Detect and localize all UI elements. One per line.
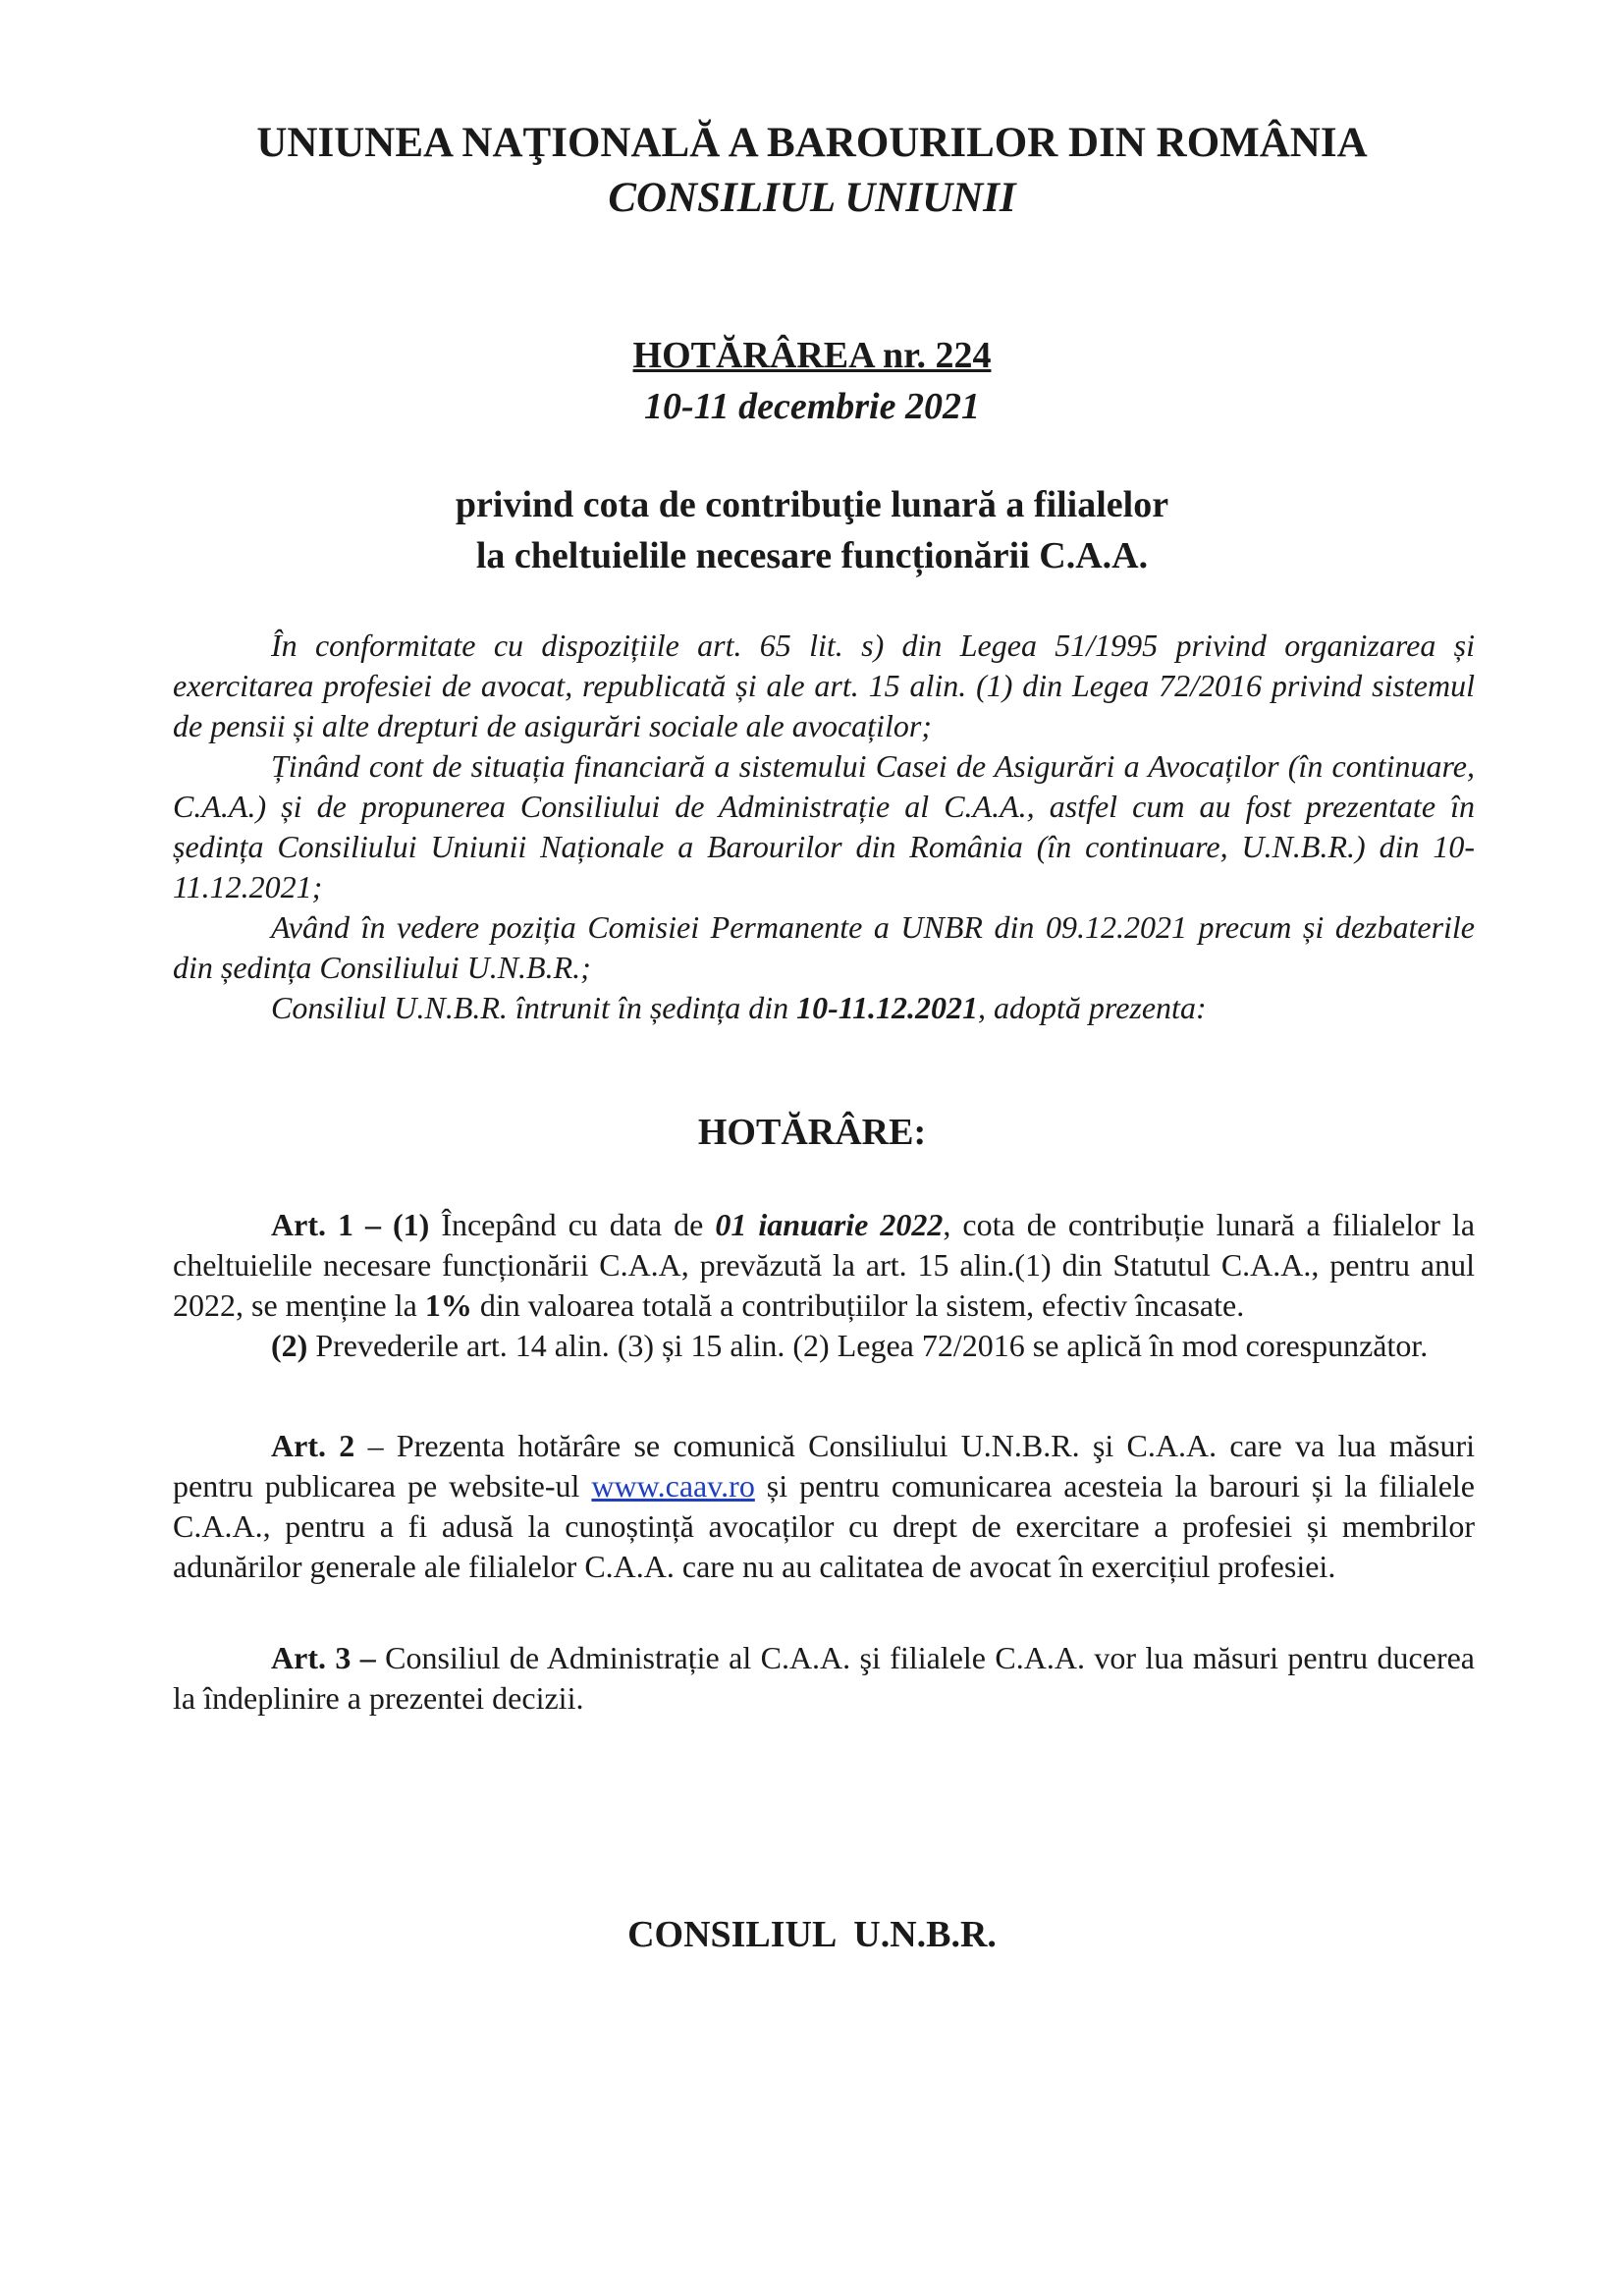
article-1-text-b: , cota de contribuție lunară a filialelor la cheltuielile necesare funcționării C.A.A, prevăzută la art. 15 alin.(1) din Statutul C.A.A., pentru anul 2022, se menține la [173,1207,1476,1323]
decision-date: 10-11 decembrie 2021 [644,386,980,427]
article-3-paragraph [173,1638,1475,1719]
article-1-paragraph-2 [173,1326,1475,1366]
preamble-paragraph-3: Având în vedere poziția Comisiei Permanente a UNBR din 09.12.2021 precum și dezbaterile din ședința Consiliului U.N.B.R.; [173,909,1475,985]
decision-section-title: HOTĂRÂRE: [697,1112,927,1153]
article-1-paragraph-1 [173,1205,1475,1326]
article-3 [173,1638,1475,1719]
subject-line-2: la cheltuielile necesare funcționării C.A.A. [475,535,1149,576]
article-1-text-a: Începând cu data de [429,1207,716,1242]
preamble-p4-text-b: , adoptă prezenta: [978,990,1207,1025]
article-3-label: Art. 3 – [271,1640,376,1675]
preamble-p4-text-a: Consiliul U.N.B.R. întrunit în ședința din [271,990,797,1025]
article-3-text: Consiliul de Administrație al C.A.A. şi filialele C.A.A. vor lua măsuri pentru ducerea la îndeplinire a prezentei decizii. [173,1640,1476,1716]
article-2 [173,1426,1475,1587]
decision-heading [0,330,1624,432]
article-2-text-a: – Prezenta hotărâre se comunică Consiliului U.N.B.R. şi C.A.A. care va lua măsuri pentru publicarea pe website-ul [173,1428,1476,1503]
article-1-p2-label: (2) [271,1328,308,1363]
organization-name: UNIUNEA NAŢIONALĂ A BAROURILOR DIN ROMÂNIA [256,120,1368,166]
subject-line-1: privind cota de contribuţie lunară a filialelor [455,484,1169,525]
decision-title: HOTĂRÂREA nr. 224 [632,335,992,376]
website-link[interactable]: www.caav.ro [591,1468,755,1503]
signature-block: CONSILIUL U.N.B.R. [627,1914,997,1955]
article-1 [173,1205,1475,1366]
council-name: CONSILIUL UNIUNII [608,175,1016,221]
decision-subject [0,479,1624,581]
preamble [173,626,1475,1028]
article-1-label: Art. 1 – (1) [271,1207,430,1242]
article-1-text-c: din valoarea totală a contribuțiilor la sistem, efectiv încasate. [471,1287,1245,1323]
article-2-text-b: și pentru comunicarea acesteia la barouri și la filialele C.A.A., pentru a fi adusă la cunoștință avocaților cu drept de exercitare a profesiei și membrilor adunărilor generale ale filialelor C.A.A. care nu au calitatea de avocat în exercițiul profesiei. [173,1468,1476,1584]
article-1-p2-text: Prevederile art. 14 alin. (3) și 15 alin. (2) Legea 72/2016 se aplică în mod corespunzător. [307,1328,1429,1363]
article-2-paragraph [173,1426,1475,1587]
preamble-paragraph-1: În conformitate cu dispozițiile art. 65 lit. s) din Legea 51/1995 privind organizarea și exercitarea profesiei de avocat, republicată și ale art. 15 alin. (1) din Legea 72/2016 privind sistemul de pensii și alte drepturi de asigurări sociale ale avocaților; [173,628,1475,743]
document-header [0,116,1624,226]
article-2-label: Art. 2 [271,1428,355,1463]
preamble-paragraph-2: Ținând cont de situația financiară a sistemului Casei de Asigurări a Avocaților (în continuare, C.A.A.) și de propunerea Consiliului de Administrație al C.A.A., astfel cum au fost prezentate în ședința Consiliului Uniunii Naționale a Barourilor din România (în continuare, U.N.B.R.) din 10-11.12.2021; [173,748,1475,904]
preamble-paragraph-4 [173,988,1475,1028]
article-1-effective-date: 01 ianuarie 2022 [715,1207,944,1242]
article-1-percent: 1% [424,1287,472,1323]
preamble-p4-meeting-date: 10-11.12.2021 [796,990,979,1025]
